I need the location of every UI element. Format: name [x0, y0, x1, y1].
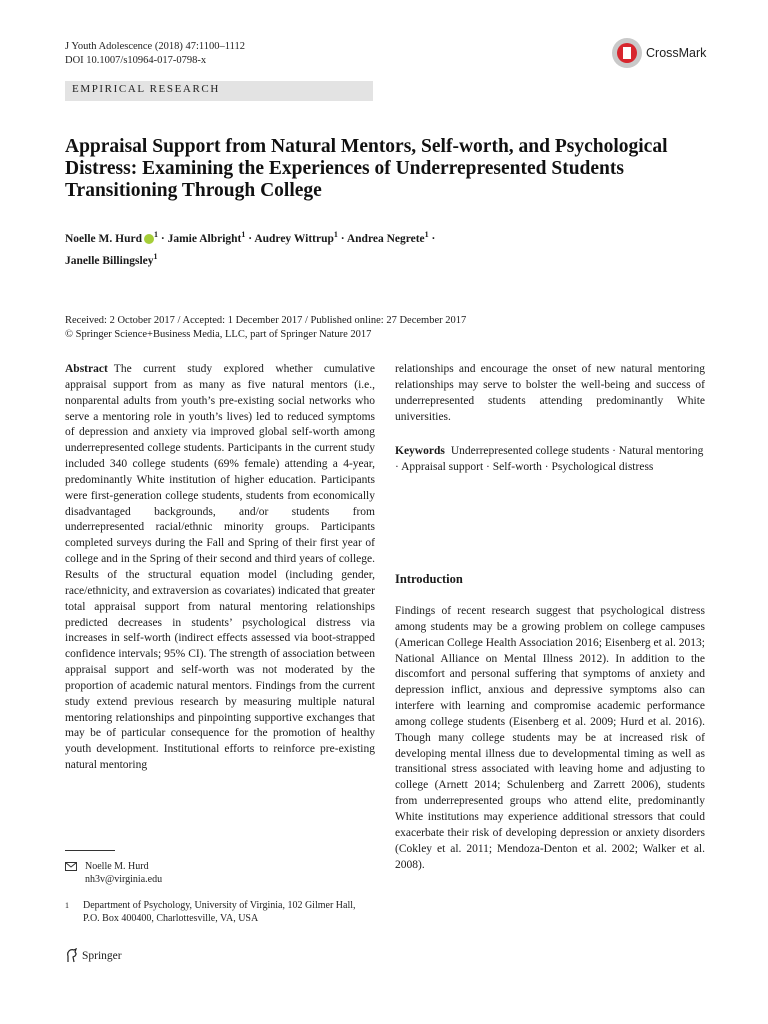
keywords-label: Keywords [395, 445, 445, 457]
author-name[interactable]: Janelle Billingsley [65, 254, 154, 267]
envelope-icon [65, 862, 77, 871]
journal-doi: DOI 10.1007/s10964-017-0798-x [65, 55, 207, 66]
footnote-divider [65, 850, 115, 851]
journal-citation: J Youth Adolescence (2018) 47:1100–1112 [65, 41, 245, 52]
article-dates [65, 314, 705, 341]
contact-name: Noelle M. Hurd [85, 861, 149, 872]
keywords-text: Underrepresented college students · Natural mentoring · Appraisal support · Self-worth · Psychological distress [395, 445, 704, 473]
copyright-line: © Springer Science+Business Media, LLC, part of Springer Nature 2017 [65, 328, 372, 340]
author-list: Noelle M. Hurd $^1$ · Jamie Albright$^1$ · Audrey Wittrup$^1$ · Andrea Negrete$^1$ · Janelle Billingsley$^1$ [65, 230, 436, 267]
orcid-icon[interactable] [144, 234, 154, 244]
introduction-text: Findings of recent research suggest that psychological distress among students may be a growing problem on college campuses (American College Health Association 2016; Eisenberg et al. 2013; National Alliance on Mental Illness 2012). In addition to the discomfort and personal suffering that symptoms of anxiety and depression inflict, anxious and depressive symptoms also can interfere with learning and compromise academic performance among college students (Eisenberg et al. 2009; Hurd et al. 2016). Though many college students may be at increased risk of developing mental illness due to developmental timing as well as transitional stress associated with leaving home and adjusting to college (Arnett 2014; Schulenberg and Zarrett 2006), students from underrepresented groups who attend elite, predominantly White institutions may experience additional stressors that could exacerbate their risk of developing depression or anxiety disorders (Cokley et al. 2011; Mendoza-Denton et al. 2002; Walker et al. 2008). [395, 605, 705, 871]
abstract-continued: relationships and encourage the onset of new natural mentoring relationships may serve to bolster the well-being and success of underrepresented students attending predominantly White universities. [395, 363, 705, 423]
affiliation-number: 1 [65, 901, 69, 910]
introduction-heading: Introduction [395, 572, 463, 586]
crossmark-label: CrossMark [646, 46, 707, 60]
author-name[interactable]: Andrea Negrete [346, 232, 425, 245]
author-name[interactable]: Jamie Albright [167, 232, 242, 245]
journal-header [65, 40, 245, 68]
section-badge-label: EMPIRICAL RESEARCH [72, 83, 220, 95]
publisher-logo [65, 948, 122, 963]
article-title: Appraisal Support from Natural Mentors, Self-worth, and Psychological Distress: Examining the Experiences of Underrepresented Students Transitioning Through College [65, 136, 668, 201]
history-dates: Received: 2 October 2017 / Accepted: 1 December 2017 / Published online: 27 December 2017 [65, 315, 467, 326]
crossmark-button[interactable] [612, 38, 706, 68]
abstract-label: Abstract [65, 363, 108, 375]
contact-footnote [65, 860, 162, 886]
author-name[interactable]: Noelle M. Hurd [65, 232, 142, 245]
abstract-text: The current study explored whether cumulative appraisal support from as many as five natural mentors (i.e., nonparental adults from youth’s pre-existing social networks who serve a mentoring role in youth’s lives) led to reduced symptoms of depression and anxiety via improved global self-worth among underrepresented college students. Participants in the current study included 340 college students (69% female) attending a 4-year, predominantly White institution of higher education. Participants were first-generation college students, students from economically disadvantaged backgrounds, and/or students from underrepresented racial/ethnic minority groups. Participants completed surveys during the Fall and Spring of their first year of college and in the Spring of their second and third years of college. Results of the structural equation model (including gender, race/ethnicity, and extraversion as covariates) indicated that greater total appraisal support from natural mentoring relationships predicted decreases in students’ psychological distress via increases in self-worth (indirect effects assessed via boot-strapped confidence intervals; 95% CI). The strength of association between appraisal support and self-worth was not moderated by the proportion of academic natural mentors. Findings from the current study extend previous research by measuring multiple natural mentoring relationships and pinpointing supportive exchanges that may be of particular consequence for the promotion of healthy youth development. Institutional efforts to reinforce pre-existing natural mentoring [65, 363, 375, 772]
crossmark-icon [612, 38, 642, 68]
abstract-block [65, 362, 375, 774]
affiliation-text: Department of Psychology, University of Virginia, 102 Gilmer Hall, P.O. Box 400400, Charlottesville, VA, USA [83, 900, 356, 924]
publisher-name: Springer [82, 949, 122, 962]
springer-horse-icon [65, 948, 78, 963]
affiliation-footnote [65, 899, 365, 925]
keywords-block [395, 444, 705, 476]
contact-email[interactable]: nh3v@virginia.edu [85, 874, 163, 885]
author-name[interactable]: Audrey Wittrup [254, 232, 334, 245]
